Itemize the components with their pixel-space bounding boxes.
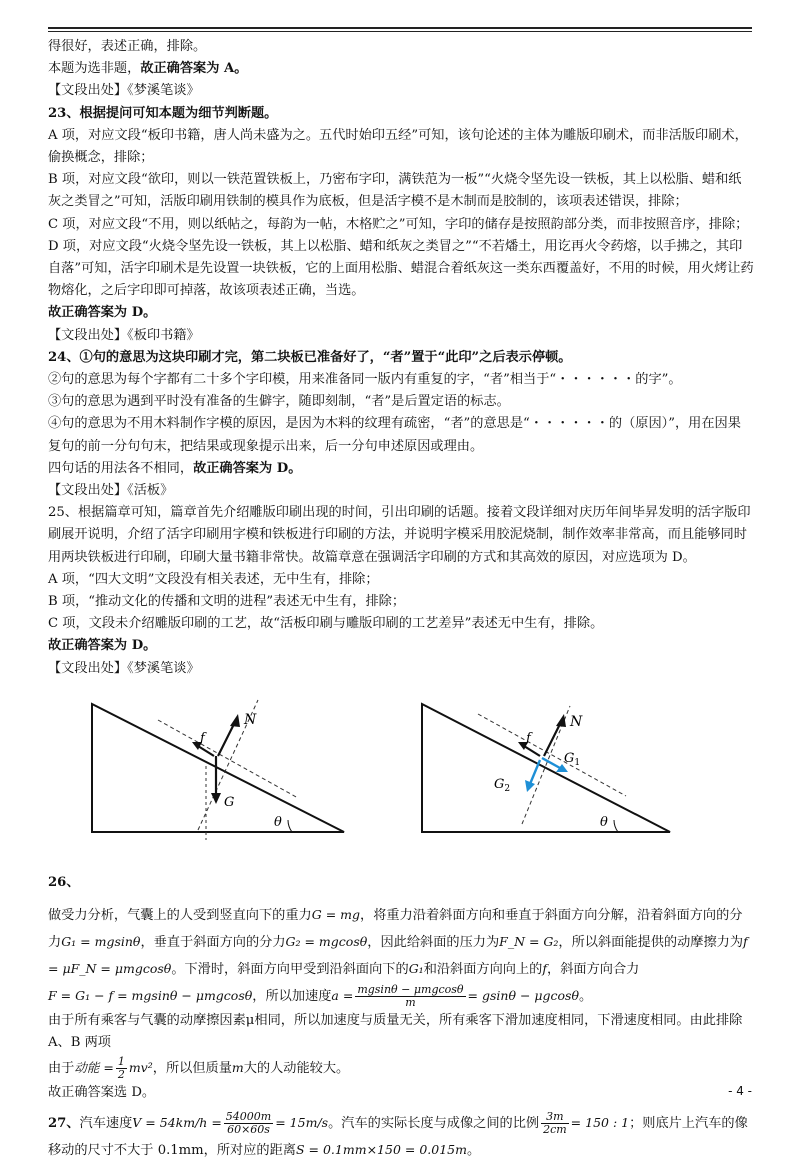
answer-line: 故正确答案选 D。 xyxy=(48,1084,156,1100)
document-body xyxy=(48,36,754,1164)
question-26-number: 26、 xyxy=(48,874,80,890)
question-24-line1: 24、①句的意思为这块印刷才完，第二块板已准备好了，“者”置于“此印”之后表示停顿。 xyxy=(48,349,572,365)
ratio-fraction: $\frac{3m}{2cm}$ xyxy=(543,1109,567,1136)
source-line: 【文段出处】《活板》 xyxy=(48,483,174,499)
force-diagram-right xyxy=(418,680,678,870)
label-G2: $G_2$ xyxy=(494,776,511,794)
text-line: 得很好，表述正确，排除。 xyxy=(48,39,207,54)
source-line: 【文段出处】《板印书籍》 xyxy=(48,327,200,343)
label-G: G xyxy=(224,794,235,810)
question-24-line2: ②句的意思为每个字都有二十多个字印模，用来准备同一版内有重复的字，“者”相当于“・・・・・・的字”。 xyxy=(48,372,682,388)
page-number: - 4 - xyxy=(728,1084,752,1098)
label-f: f xyxy=(526,730,531,746)
answer-line: 故正确答案为 D。 xyxy=(48,305,157,321)
label-theta: θ xyxy=(274,814,282,830)
option-c: C 项，文段未介绍雕版印刷的工艺，故“活板印刷与雕版印刷的工艺差异”表述无中生有，排除。 xyxy=(48,616,604,632)
question-26-body: 做受力分析，气囊上的人受到竖直向下的重力G = mg，将重力沿着斜面方向和垂直于斜面方向分解，沿着斜面方向的分力G₁ = mgsinθ，垂直于斜面方向的分力G₂ = mgcosθ，因此给斜面的压力为F_N = G₂，所以斜面能提供的动摩擦力为f = μF_N = μmgcosθ。下滑时，斜面方向甲受到沿斜面向下的G₁和沿斜面方向向上的f，斜面方向合力 F = G₁ − f = mgsinθ − μmgcosθ，所以加速度a = $\frac{\text{mgsinθ − μmgcosθ}}{m}$ = gsinθ − μgcosθ。 xyxy=(48,907,748,1010)
question-26-conclusion: 由于所有乘客与气囊的动摩擦因素μ相同，所以加速度与质量无关，所有乘客下滑加速度相同，下滑速度相同。由此排除 A、B 两项 xyxy=(48,1013,743,1051)
option-a: A 项，“四大文明”文段没有相关表述，无中生有，排除； xyxy=(48,571,379,587)
option-b: B 项，对应文段“欲印，则以一铁范置铁板上，乃密布字印，满铁范为一板”“火烧令坚先设一铁板，其上以松脂、蜡和纸灰之类冒之”可知，活版印刷用铁制的模具作为底板，但是活字模不是木制而是胶制的，该项表述错误，排除； xyxy=(48,172,742,210)
label-N: N xyxy=(570,713,583,730)
kinetic-fraction: $\frac{1}{2}$ xyxy=(117,1054,125,1081)
speed-fraction: $\frac{54000m}{60\times 60s}$ xyxy=(225,1109,272,1136)
option-c: C 项，对应文段“不用，则以纸帖之，每韵为一帖，木格贮之”可知，字印的储存是按照韵部分类，而非按照音序，排除； xyxy=(48,216,749,232)
question-24-line3: ③句的意思为遇到平时没有准备的生僻字，随即刻制，“者”是后置定语的标志。 xyxy=(48,394,510,410)
text-line: 四句话的用法各不相同，故正确答案为 D。 xyxy=(48,460,302,476)
header-rule xyxy=(48,27,752,29)
option-d: D 项，对应文段“火烧令坚先设一铁板，其上以松脂、蜡和纸灰之类冒之”“不若燔土，用讫再火令药熔，以手拂之，其印自落”可知，活字印刷术是先设置一块铁板，它的上面用松脂、蜡混合着纸灰这一类东西覆盖好，不用的时候，用火烤让药物熔化，之后字印即可掉落，故该项表述正确，当选。 xyxy=(48,238,754,299)
text-line: 本题为选非题，故正确答案为 A。 xyxy=(48,61,248,77)
header-rule-thin xyxy=(48,31,752,32)
source-line: 【文段出处】《梦溪笔谈》 xyxy=(48,83,200,99)
answer-line: 故正确答案为 D。 xyxy=(48,638,157,654)
force-diagram-left xyxy=(88,680,348,870)
question-27-body: 27、汽车速度V = 54km/h = $\frac{54000m}{60\times 60s}$ = 15m/s。汽车的实际长度与成像之间的比例 $\frac{3m}{2cm}$ = 150 : 1；则底片上汽车的像移动的尺寸不大于 0.1mm，所对应的距离S = 0.1mm×150 = 0.015m。 xyxy=(48,1109,748,1158)
option-b: B 项，“推动文化的传播和文明的进程”表述无中生有，排除； xyxy=(48,594,406,610)
question-23-heading: 23、根据提问可知本题为细节判断题。 xyxy=(48,105,278,121)
label-f: f xyxy=(200,730,205,746)
label-G1: $G_1$ xyxy=(564,750,581,768)
label-N: N xyxy=(244,711,257,728)
source-line: 【文段出处】《梦溪笔谈》 xyxy=(48,660,200,676)
acceleration-fraction: $\frac{\text{mgsinθ − μmgcosθ}}{m}$ xyxy=(357,983,464,1010)
question-24-line4: ④句的意思为不用木料制作字模的原因，是因为木料的纹理有疏密，“者”的意思是“・・・・・・的（原因）”，用在因果复句的前一分句句末，把结果或现象提示出来，后一分句申述原因或理由。 xyxy=(48,416,741,454)
question-26-energy: 由于动能 = $\frac{1}{2}$ mv²，所以但质量m大的人动能较大。 xyxy=(48,1054,350,1081)
label-theta: θ xyxy=(600,814,608,830)
option-a: A 项，对应文段“板印书籍，唐人尚未盛为之。五代时始印五经”可知，该句论述的主体为雕版印刷术，而非活版印刷术，偷换概念，排除； xyxy=(48,127,748,166)
force-diagrams xyxy=(48,680,754,870)
question-25-analysis: 25、根据篇章可知，篇章首先介绍雕版印刷出现的时间，引出印刷的话题。接着文段详细对庆历年间毕昇发明的活字版印刷展开说明，介绍了活字印刷用字模和铁板进行印刷的方法，并说明字模采用胶泥烧制，制作效率非常高，而且能够同时用两块铁板进行印刷，印刷大量书籍非常快。故篇章意在强调活字印刷的方式和其高效的原因，对应选项为 D。 xyxy=(48,505,751,565)
